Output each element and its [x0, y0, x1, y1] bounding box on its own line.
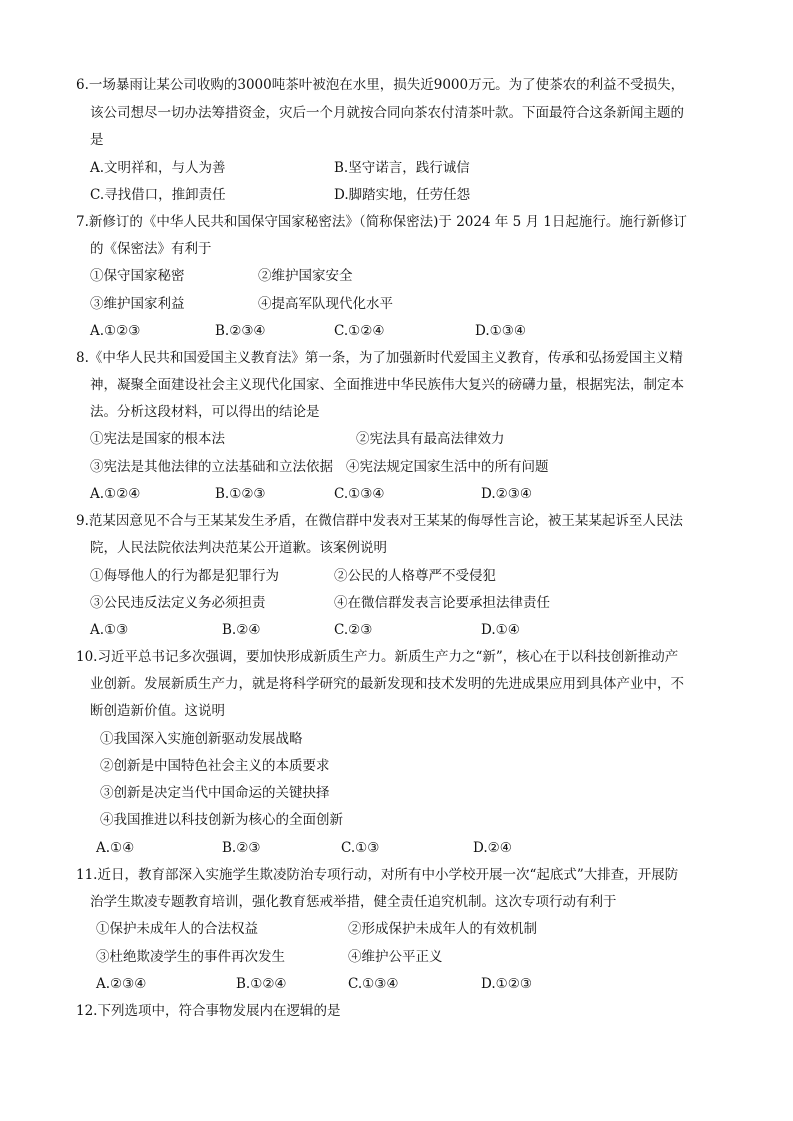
- option-b: B.坚守诺言，践行诚信: [334, 160, 470, 176]
- option-c: C.①③: [341, 840, 380, 856]
- question-stem-line: 9.范某因意见不合与王某某发生矛盾，在微信群中发表对王某某的侮辱性言论，被王某某起诉至人民法: [76, 513, 683, 529]
- statement-3: ③创新是决定当代中国命运的关键抉择: [100, 785, 330, 801]
- question-stem-line: 治学生欺凌专题教育培训，强化教育惩戒举措，健全责任追究机制。这次专项行动有利于: [90, 894, 617, 910]
- statement-4: ④提高军队现代化水平: [258, 296, 393, 312]
- option-b: B.①②④: [236, 976, 287, 992]
- statement-3: ③宪法是其他法律的立法基础和立法依据: [90, 459, 333, 475]
- question-stem-line: 8.《中华人民共和国爱国主义教育法》第一条，为了加强新时代爱国主义教育，传承和弘扬爱国主义精: [76, 350, 683, 366]
- statement-2: ②形成保护未成年人的有效机制: [348, 921, 537, 937]
- option-a: A.文明祥和，与人为善: [90, 160, 226, 176]
- option-c: C.寻找借口，推卸责任: [90, 187, 226, 203]
- option-d: D.②③④: [481, 486, 532, 502]
- option-d: D.①④: [481, 622, 520, 638]
- statement-1: ①我国深入实施创新驱动发展战略: [100, 731, 303, 747]
- statement-1: ①保护未成年人的合法权益: [96, 921, 258, 937]
- option-a: A.①②④: [90, 486, 141, 502]
- option-a: A.①③: [90, 622, 129, 638]
- question-stem-line: 法。分析这段材料，可以得出的结论是: [90, 404, 320, 420]
- statement-4: ④维护公平正义: [348, 949, 443, 965]
- question-stem-line: 院，人民法院依法判决范某公开道歉。该案例说明: [90, 540, 387, 556]
- question-stem-line: 神，凝聚全面建设社会主义现代化国家、全面推进中华民族伟大复兴的磅礴力量，根据宪法，制定本: [90, 377, 684, 393]
- statement-1: ①侮辱他人的行为都是犯罪行为: [90, 568, 279, 584]
- option-c: C.①③④: [334, 486, 385, 502]
- option-b: B.①②③: [215, 486, 266, 502]
- option-b: B.②③: [222, 840, 261, 856]
- statement-2: ②宪法具有最高法律效力: [356, 431, 505, 447]
- option-d: D.脚踏实地，任劳任怨: [334, 187, 471, 203]
- statement-2: ②创新是中国特色社会主义的本质要求: [100, 758, 330, 774]
- option-c: C.①③④: [348, 976, 399, 992]
- option-d: D.②④: [473, 840, 512, 856]
- option-c: C.②③: [334, 622, 373, 638]
- question-stem-line: 该公司想尽一切办法筹措资金，灾后一个月就按合同向茶农付清茶叶款。下面最符合这条新闻主题的: [90, 105, 684, 121]
- option-d: D.①③④: [475, 323, 526, 339]
- question-stem-line: 11.近日，教育部深入实施学生欺凌防治专项行动，对所有中小学校开展一次“起底式”大排查，开展防: [76, 867, 679, 883]
- option-a: A.①④: [96, 840, 135, 856]
- question-stem-line: 7.新修订的《中华人民共和国保守国家秘密法》（简称保密法)于 2024 年 5 月 1日起施行。施行新修订: [76, 214, 687, 230]
- statement-1: ①宪法是国家的根本法: [90, 431, 225, 447]
- statement-2: ②维护国家安全: [258, 268, 353, 284]
- option-a: A.②③④: [96, 976, 147, 992]
- question-stem-line: 断创造新价值。这说明: [90, 703, 225, 719]
- question-stem-line: 业创新。发展新质生产力，就是将科学研究的最新发现和技术发明的先进成果应用到具体产业中，不: [90, 676, 684, 692]
- statement-3: ③公民违反法定义务必须担责: [90, 595, 266, 611]
- statement-1: ①保守国家秘密: [90, 268, 185, 284]
- statement-4: ④在微信群发表言论要承担法律责任: [334, 595, 550, 611]
- question-stem-line: 10.习近平总书记多次强调，要加快形成新质生产力。新质生产力之“新”，核心在于以科技创新推动产: [76, 649, 679, 665]
- question-stem-line: 12.下列选项中，符合事物发展内在逻辑的是: [76, 1003, 341, 1019]
- question-stem-line: 的《保密法》有利于: [90, 241, 212, 257]
- option-b: B.②③④: [215, 323, 266, 339]
- statement-4: ④我国推进以科技创新为核心的全面创新: [100, 812, 343, 828]
- statement-4: ④宪法规定国家生活中的所有问题: [346, 459, 549, 475]
- option-d: D.①②③: [481, 976, 532, 992]
- option-a: A.①②③: [90, 323, 141, 339]
- option-c: C.①②④: [334, 323, 385, 339]
- question-stem-line: 6.一场暴雨让某公司收购的3000吨茶叶被泡在水里，损失近9000万元。为了使茶农的利益不受损失，: [76, 77, 685, 93]
- question-stem-line: 是: [90, 132, 104, 148]
- statement-2: ②公民的人格尊严不受侵犯: [334, 568, 496, 584]
- statement-3: ③杜绝欺凌学生的事件再次发生: [96, 949, 285, 965]
- option-b: B.②④: [222, 622, 261, 638]
- statement-3: ③维护国家利益: [90, 296, 185, 312]
